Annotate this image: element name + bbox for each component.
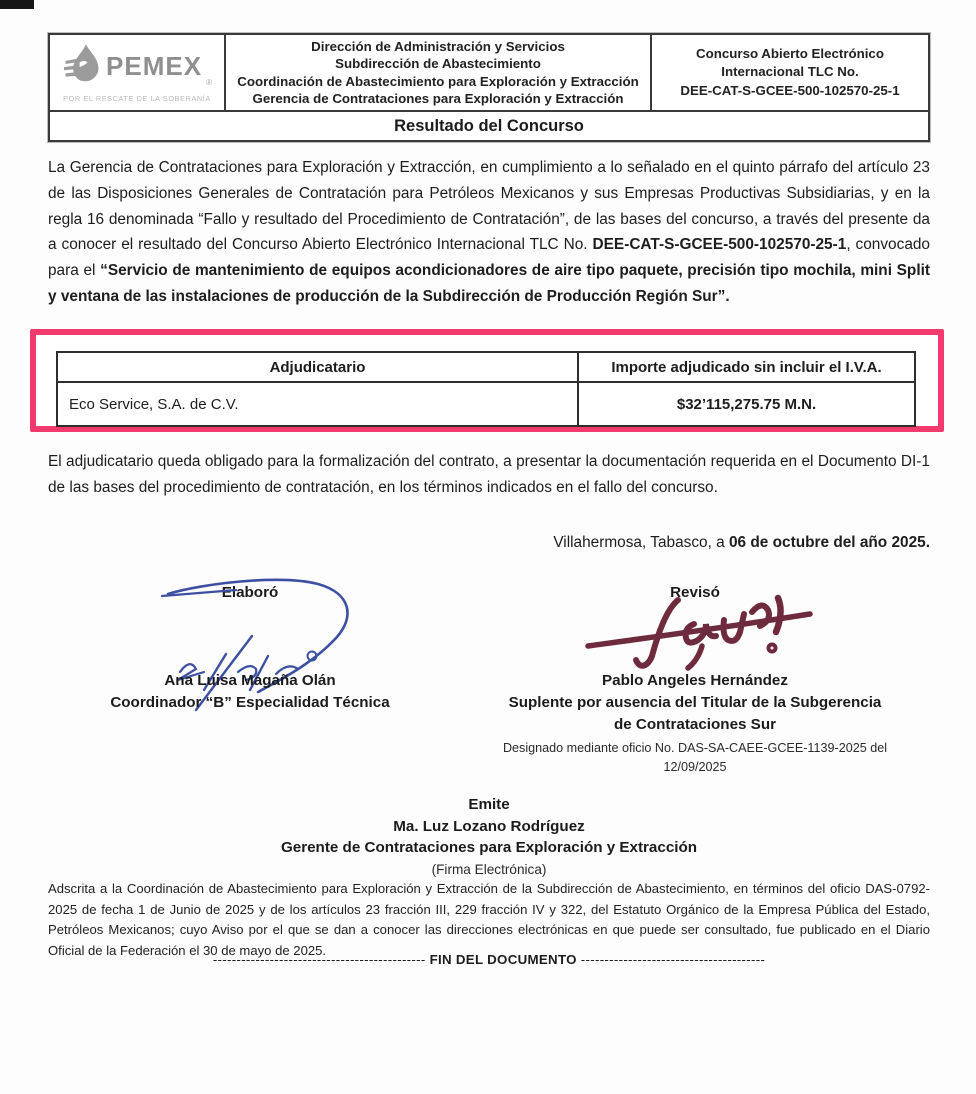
- reviso-signature: [582, 590, 817, 678]
- concurso-line-2: Internacional TLC No.: [721, 64, 859, 80]
- award-table-header-row: [57, 352, 915, 382]
- obligation-paragraph: El adjudicatario queda obligado para la formalización del contrato, a presentar la documentación requerida en el Documento DI-1 de las bases del procedimiento de contratación, en los términos indicados en el fallo del concurso.: [48, 453, 930, 496]
- emite-block: [48, 794, 930, 880]
- concurso-number-inline: DEE-CAT-S-GCEE-500-102570-25-1: [592, 236, 847, 254]
- pemex-logo: [62, 42, 212, 103]
- header-concurso-cell: [650, 35, 928, 110]
- fin-dashes-right: ---------------------------------------: [580, 952, 766, 967]
- award-header-importe: Importe adjudicado sin incluir el I.V.A.: [578, 352, 915, 382]
- intro-text: La Gerencia de Contrataciones para Exploración y Extracción, en cumplimiento a lo señalado en el quinto párrafo del artículo 23 de las Disposiciones Generales de Contratación para Petróleos Mexicanos y sus Empresas Productivas Subsidiarias, y en la regla 16 denominada “Fallo y resultado del Procedimiento de Contratación”, de las bases del concurso, a través del presente da a conocer el resultado del Concurso Abierto Electrónico Internacional TLC No.: [48, 159, 930, 254]
- award-header-adjudicatario: Adjudicatario: [57, 352, 578, 382]
- reviso-name: Pablo Angeles Hernández: [602, 672, 788, 689]
- awardee-name: Eco Service, S.A. de C.V.: [57, 382, 578, 426]
- awarded-amount: $32’115,275.75 M.N.: [578, 382, 915, 426]
- reviso-title-line1: Suplente por ausencia del Titular de la Subgerencia: [508, 694, 882, 711]
- header-department-cell: [224, 35, 650, 110]
- header-table: [48, 33, 930, 142]
- reviso-note-line2: 12/09/2025: [663, 760, 727, 774]
- header-dept-line-3: Coordinación de Abastecimiento para Exploración y Extracción: [237, 73, 639, 89]
- emite-label: Emite: [468, 796, 510, 813]
- fin-dashes-left: ---------------------------------------------: [212, 952, 426, 967]
- header-row: [50, 35, 928, 112]
- award-table: [56, 351, 916, 427]
- concurso-number: DEE-CAT-S-GCEE-500-102570-25-1: [680, 82, 900, 98]
- intro-paragraph: [48, 155, 930, 310]
- fin-label: FIN DEL DOCUMENTO: [425, 952, 581, 967]
- reviso-title-line2: de Contrataciones Sur: [613, 716, 777, 733]
- emite-name: Ma. Luz Lozano Rodríguez: [393, 817, 585, 835]
- pemex-wordmark: PEMEX: [106, 51, 203, 81]
- header-dept-line-1: Dirección de Administración y Servicios: [311, 38, 565, 54]
- document-title: Resultado del Concurso: [394, 116, 584, 135]
- reviso-note-line1: Designado mediante oficio No. DAS-SA-CAEE-GCEE-1139-2025 del: [502, 741, 888, 755]
- pemex-eagle-icon: [62, 42, 102, 91]
- fin-del-documento-line: [48, 952, 930, 967]
- intro-text-2: , convocado para el: [48, 236, 930, 280]
- header-dept-line-4: Gerencia de Contrataciones para Exploración y Extracción: [252, 91, 624, 106]
- elaboro-name: Ana Luisa Magaña Olán: [164, 672, 336, 689]
- elaboro-title: Coordinador “B” Especialidad Técnica: [110, 694, 390, 711]
- reviso-block: [455, 670, 935, 777]
- elaboro-block: [60, 670, 440, 714]
- dateline-place: Villahermosa, Tabasco, a: [553, 534, 729, 551]
- service-description: “Servicio de mantenimiento de equipos acondicionadores de aire tipo paquete, precisión tipo mochila, mini Split y ventana de las instalaciones de producción de la Subdirección de Producción Región Sur”.: [48, 262, 930, 305]
- header-logo-cell: [50, 35, 224, 110]
- reviso-label: Revisó: [670, 584, 720, 601]
- registered-mark: ®: [206, 78, 212, 87]
- concurso-line-1: Concurso Abierto Electrónico: [696, 45, 884, 61]
- header-dept-line-2: Subdirección de Abastecimiento: [335, 56, 541, 71]
- footer-paragraph: Adscrita a la Coordinación de Abastecimiento para Exploración y Extracción de la Subdirección de Abastecimiento, en términos del oficio DAS-0792-2025 de fecha 1 de Junio de 2025 y de los artículos 23 fracción III, 229 fracción IV y 322, del Estatuto Orgánico de la Empresa Pública del Estado, Petróleos Mexicanos; cuyo Aviso por el que se dan a conocer las direcciones electrónicas en que puede ser consultado, fue publicado en el Diario Oficial de la Federación el 30 de mayo de 2025.: [48, 881, 930, 958]
- elaboro-label: Elaboró: [221, 584, 279, 601]
- dateline-date: 06 de octubre del año 2025.: [728, 534, 930, 551]
- award-highlight-box: [30, 329, 944, 432]
- dateline: [48, 534, 930, 552]
- scan-artifact: [0, 0, 34, 9]
- firma-electronica-note: (Firma Electrónica): [431, 861, 547, 877]
- emite-title: Gerente de Contrataciones para Exploración y Extracción: [280, 839, 698, 856]
- pemex-tagline: POR EL RESCATE DE LA SOBERANÍA: [63, 94, 211, 103]
- award-table-row: [57, 382, 915, 426]
